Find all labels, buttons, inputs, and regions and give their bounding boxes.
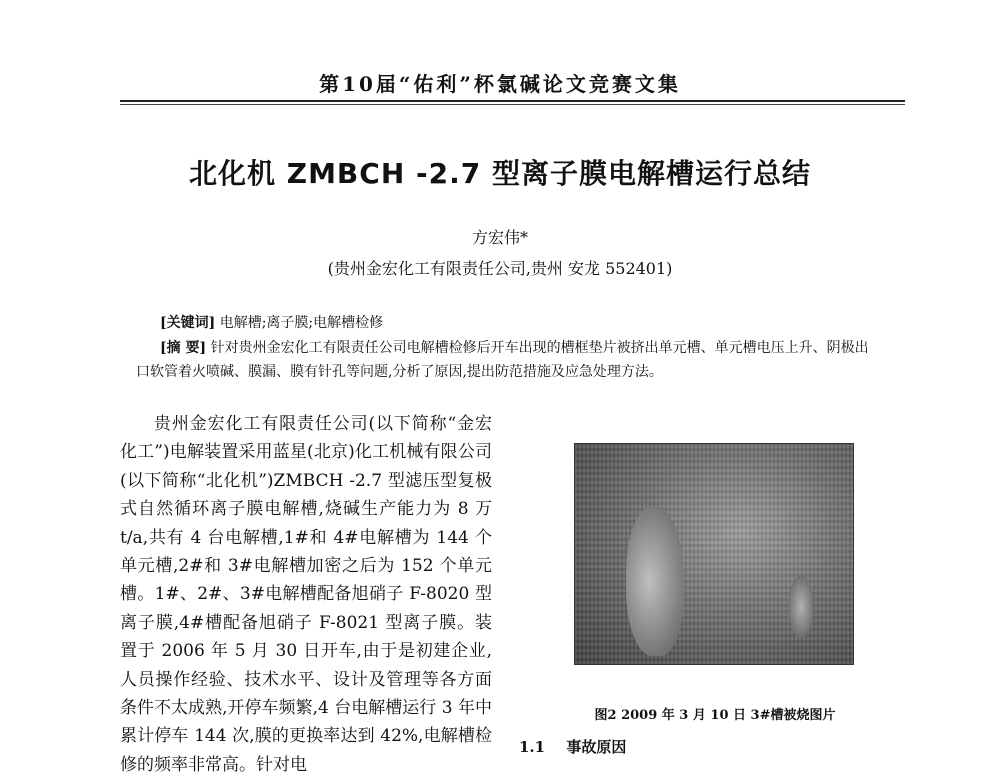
figure-photo	[574, 443, 854, 665]
figure-caption: 图2 2009 年 3 月 10 日 3#槽被烧图片	[594, 708, 836, 723]
burn-mark-large	[626, 506, 684, 656]
affiliation: (贵州金宏化工有限责任公司,贵州 安龙 552401)	[327, 259, 673, 278]
section-heading	[519, 736, 626, 757]
abstract-tag: [摘 要]	[160, 340, 207, 356]
section-number: 1.1	[519, 738, 546, 756]
keywords-text: 电解槽;离子膜;电解槽检修	[219, 315, 384, 331]
running-header: 第10届“佑利”杯氯碱论文竞赛文集	[319, 72, 681, 96]
body-paragraph: 贵州金宏化工有限责任公司(以下简称“金宏化工”)电解装置采用蓝星(北京)化工机械有限公司(以下简称“北化机”)ZMBCH -2.7 型滤压型复极式自然循环离子膜电解槽,烧碱生产能力为 8 万 t/a,共有 4 台电解槽,1#和 4#电解槽为 144 个单元槽,2#和 3#电解槽加密之后为 152 个单元槽。1#、2#、3#电解槽配备旭硝子 F-8020 型离子膜,4#槽配备旭硝子 F-8021 型离子膜。装置于 2006 年 5 月 30 日开车,由于是初建企业,人员操作经验、技术水平、设计及管理等各方面条件不太成熟,开停车频繁,4 台电解槽运行 3 年中累计停车 144 次,膜的更换率达到 42%,电解槽检修的频率非常高。针对电	[120, 414, 492, 775]
abstract	[136, 336, 876, 384]
article-title: 北化机 ZMBCH -2.7 型离子膜电解槽运行总结	[189, 157, 811, 190]
abstract-text: 针对贵州金宏化工有限责任公司电解槽检修后开车出现的槽框垫片被挤出单元槽、单元槽电压上升、阴极出口软管着火喷碱、膜漏、膜有针孔等问题,分析了原因,提出防范措施及应急处理方法。	[136, 340, 869, 380]
burn-mark-small	[788, 576, 814, 638]
header-rule-thin	[120, 104, 905, 105]
keywords	[160, 312, 383, 332]
author: 方宏伟*	[471, 228, 528, 247]
keywords-tag: [关键词]	[160, 315, 216, 331]
section-title: 事故原因	[566, 738, 627, 756]
header-rule-thick	[120, 100, 905, 102]
